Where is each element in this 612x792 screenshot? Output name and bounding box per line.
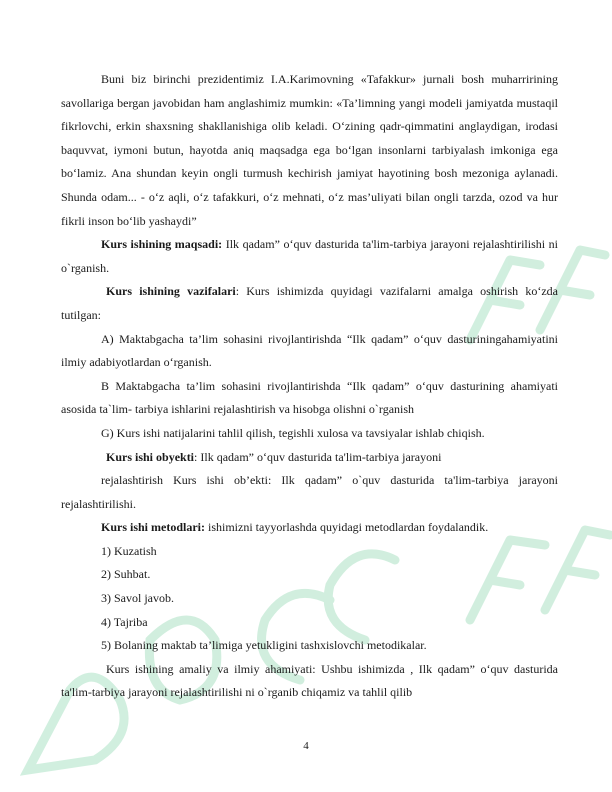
tasks-label: Kurs ishining vazifalari [106, 284, 236, 299]
methods-paragraph [61, 516, 558, 540]
page-number: 4 [303, 740, 309, 752]
goal-paragraph [61, 233, 558, 280]
task-item-g: G) Kurs ishi natijalarini tahlil qilish, tegishli xulosa va tavsiyalar ishlab chiqish. [101, 425, 485, 440]
method-item-2: 2) Suhbat. [101, 567, 151, 582]
subject-paragraph: rejalashtirish Kurs ishi ob’ekti: Ilk qadam” o`quv dasturida ta'lim-tarbiya jarayoni rejalashtirilishi. [61, 473, 558, 511]
object-label: Kurs ishi obyekti [106, 449, 195, 464]
tasks-text: : Kurs ishimizda quyidagi vazifalarni amalga oshirish ko‘zda tutilgan: [61, 284, 558, 322]
object-paragraph [61, 446, 558, 470]
method-item-5: 5) Bolaning maktab ta’limiga yetukligini tashxislovchi metodikalar. [101, 638, 427, 653]
document-body [61, 68, 558, 705]
intro-paragraph: Buni biz birinchi prezidentimiz I.A.Karimovning «Tafakkur» jurnali bosh muharririning savollariga bergan javobidan ham anglashimiz mumkin: «Ta’limning yangi modeli jamiyatda mustaqil fikrlovchi, erkin shaxsning shakllanishiga olib keladi. O‘zining qadr-qimmatini anglaydigan, irodasi baquvvat, iymoni butun, hayotda aniq maqsadga ega bo‘lgan insonlarni tarbiyalash imkoniga ega bo‘lamiz. Ana shundan keyin ongli turmush kechirish jamiyat hayotining bosh mezoniga aylanadi. Shunda odam... - o‘z aqli, o‘z tafakkuri, o‘z mehnati, o‘z mas’uliyati bilan ongli tarzda, ozod va hur fikrli inson bo‘lib yashaydi” [61, 72, 558, 228]
method-item-1: 1) Kuzatish [101, 543, 157, 558]
task-item-a: A) Maktabgacha ta’lim sohasini rivojlantirishda “Ilk qadam” o‘quv dasturiningahamiyatini ilmiy adabiyotlardan o‘rganish. [61, 331, 558, 370]
goal-label: Kurs ishining maqsadi: [101, 237, 223, 252]
methods-text: ishimizni tayyorlashda quyidagi metodlardan foydalandik. [205, 520, 489, 535]
tasks-paragraph [61, 280, 558, 327]
method-item-4: 4) Tajriba [101, 614, 148, 629]
goal-text: Ilk qadam” o‘quv dasturida ta'lim-tarbiya jarayoni rejalashtirilishi ni o`rganish. [61, 237, 558, 275]
task-item-b: B Maktabgacha ta’lim sohasini rivojlantirishda “Ilk qadam” o‘quv dasturining ahamiyati asosida ta`lim- tarbiya ishlarini rejalashtirish va hisobga olishni o`rganish [61, 378, 558, 417]
method-item-3: 3) Savol javob. [101, 591, 174, 606]
significance-paragraph: Kurs ishining amaliy va ilmiy ahamiyati: Ushbu ishimizda , Ilk qadam” o‘quv dasturida ta'lim-tarbiya jarayoni rejalashtirilishi ni o`rganib chiqamiz va tahlil qilib [61, 661, 558, 700]
object-text: : Ilk qadam” o‘quv dasturida ta'lim-tarbiya jarayoni [194, 449, 442, 464]
methods-label: Kurs ishi metodlari: [101, 520, 205, 535]
